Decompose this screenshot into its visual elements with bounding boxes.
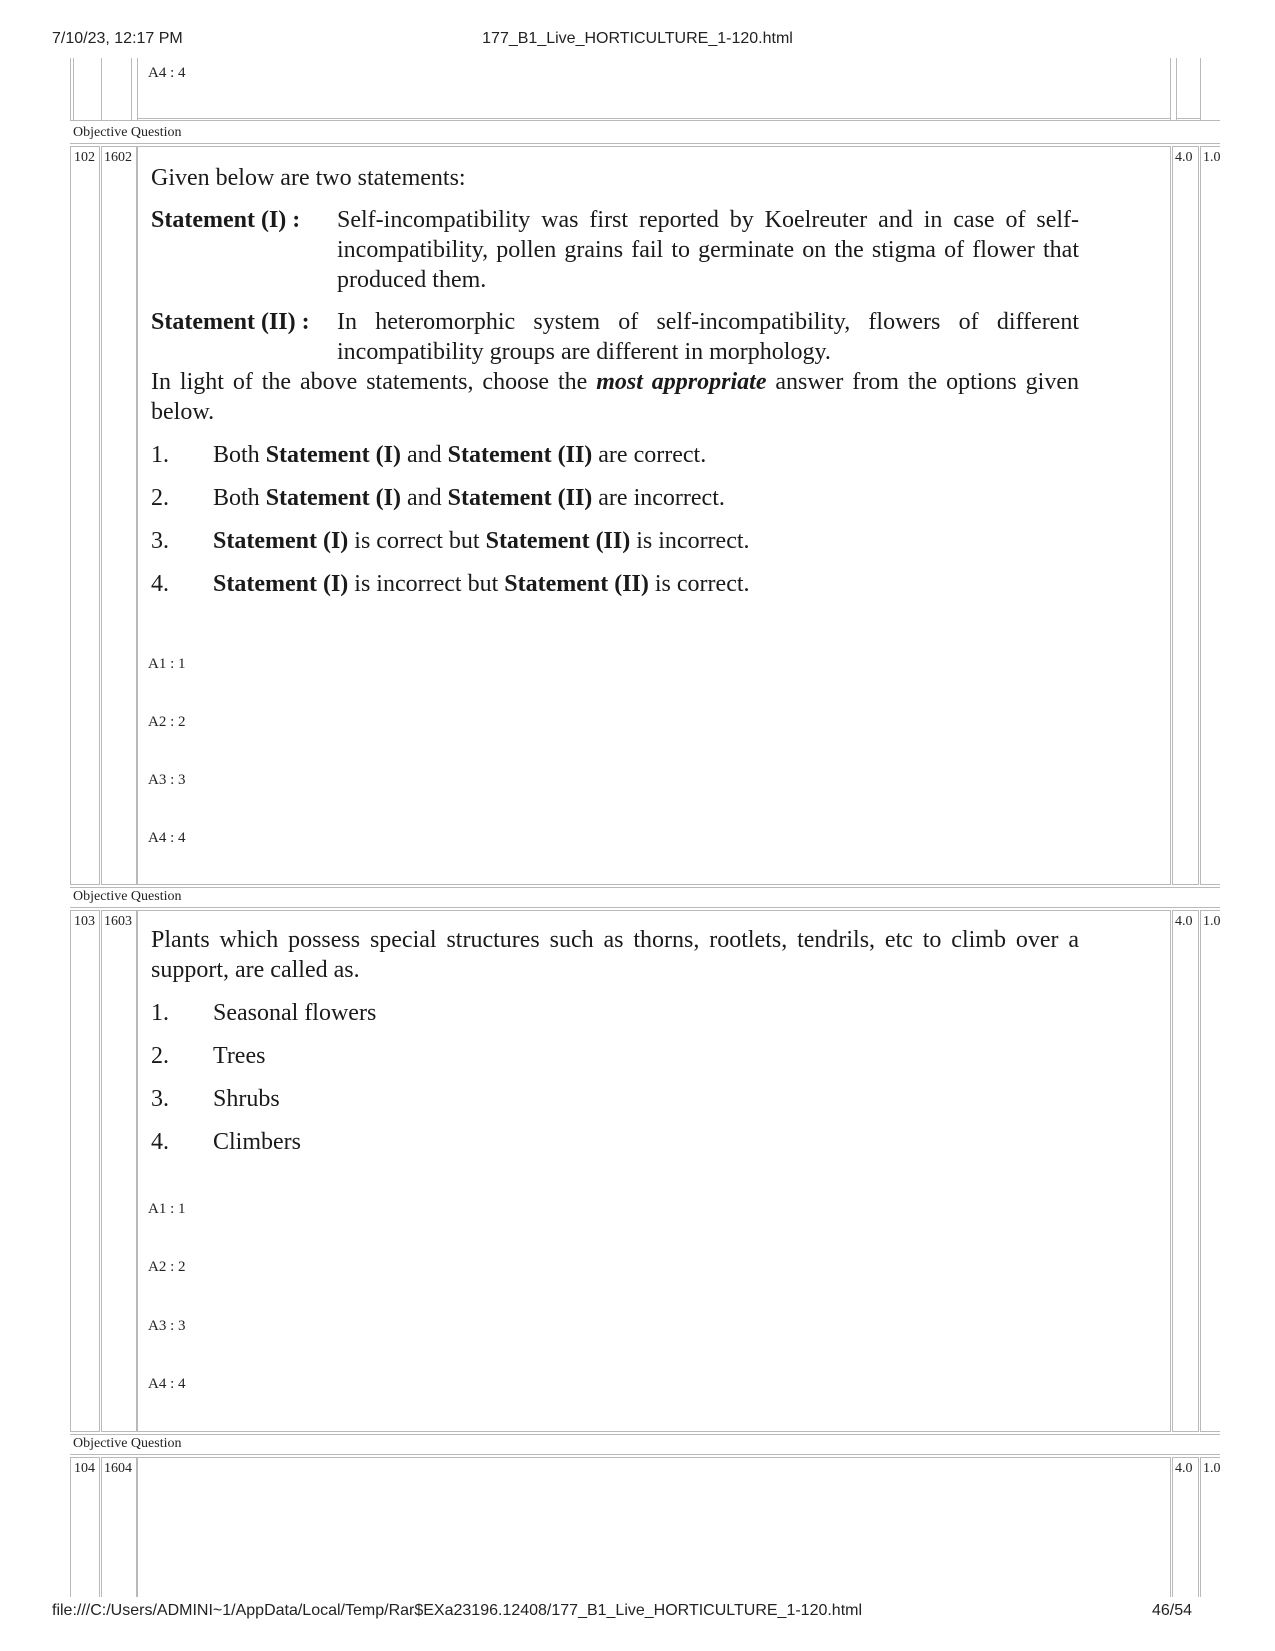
option-4: 4. Climbers bbox=[151, 1129, 301, 1155]
page-number: 46/54 bbox=[1151, 1602, 1192, 1619]
marks-cell bbox=[1172, 146, 1199, 885]
answer-option: A1 : 1 bbox=[148, 656, 186, 672]
option-2: 2. Trees bbox=[151, 1043, 266, 1069]
sr-cell bbox=[70, 1457, 100, 1597]
option-3: 3. Statement (I) is correct but Statement (II) is incorrect. bbox=[151, 528, 750, 554]
sr-cell bbox=[70, 146, 100, 885]
print-file-path: file:///C:/Users/ADMINI~1/AppData/Local/Temp/Rar$EXa23196.12408/177_B1_Live_HORTICULTURE_1-120.html bbox=[52, 1602, 863, 1619]
negative-marks: 1.0 bbox=[1203, 150, 1220, 165]
question-type-label: Objective Question bbox=[73, 1436, 182, 1451]
marks: 4.0 bbox=[1175, 150, 1193, 165]
question-stem: Plants which possess special structures such as thorns, rootlets, tendrils, etc to climb over a support, are called as. bbox=[151, 927, 1079, 983]
sr-cell bbox=[70, 910, 100, 1432]
qid-cell bbox=[101, 1457, 137, 1597]
question-id: 1603 bbox=[104, 914, 132, 929]
question-prompt: In light of the above statements, choose the most appropriate answer from the options given below. bbox=[151, 369, 1080, 425]
answer-option: A3 : 3 bbox=[148, 772, 186, 788]
question-text bbox=[151, 925, 1079, 1157]
serial-number: 102 bbox=[74, 150, 95, 165]
option-1: 1. Seasonal flowers bbox=[151, 1000, 377, 1026]
qid-cell bbox=[101, 146, 137, 885]
answer-option: A3 : 3 bbox=[148, 1318, 186, 1334]
statement-key: Statement (I) : bbox=[151, 207, 301, 233]
statement-key: Statement (II) : bbox=[151, 309, 310, 335]
question-type-label: Objective Question bbox=[73, 125, 182, 140]
option-4: 4. Statement (I) is incorrect but Statement (II) is correct. bbox=[151, 571, 750, 597]
question-type-label: Objective Question bbox=[73, 889, 182, 904]
serial-number: 104 bbox=[74, 1461, 95, 1476]
statement-text: Self-incompatibility was first reported by Koelreuter and in case of self- incompatibility, pollen grains fail to germinate on the stigma of flower that produced them. bbox=[337, 207, 1079, 293]
statement-1 bbox=[151, 205, 1079, 295]
serial-number: 103 bbox=[74, 914, 95, 929]
statement-2 bbox=[151, 307, 1079, 367]
answer-option: A2 : 2 bbox=[148, 714, 186, 730]
option-2: 2. Both Statement (I) and Statement (II) are incorrect. bbox=[151, 485, 725, 511]
option-1: 1. Both Statement (I) and Statement (II) are correct. bbox=[151, 442, 707, 468]
question-cell bbox=[137, 1457, 1171, 1597]
neg-marks-cell bbox=[1200, 146, 1220, 885]
print-title: 177_B1_Live_HORTICULTURE_1-120.html bbox=[482, 30, 793, 47]
answer-option: A1 : 1 bbox=[148, 1201, 186, 1217]
answer-option: A4 : 4 bbox=[148, 65, 186, 81]
marks: 4.0 bbox=[1175, 914, 1193, 929]
question-intro: Given below are two statements: bbox=[151, 165, 466, 191]
marks-cell bbox=[1172, 910, 1199, 1432]
statement-text: In heteromorphic system of self-incompatibility, flowers of different incompatibility groups are different in morphology. bbox=[337, 309, 1079, 365]
answer-option: A4 : 4 bbox=[148, 1376, 186, 1392]
neg-marks-cell bbox=[1200, 1457, 1220, 1597]
print-datetime: 7/10/23, 12:17 PM bbox=[52, 30, 183, 47]
qid-cell bbox=[101, 910, 137, 1432]
question-id: 1602 bbox=[104, 150, 132, 165]
negative-marks: 1.0 bbox=[1203, 914, 1220, 929]
answer-option: A4 : 4 bbox=[148, 830, 186, 846]
question-text bbox=[151, 163, 1079, 599]
marks-cell bbox=[1172, 1457, 1199, 1597]
answer-option: A2 : 2 bbox=[148, 1259, 186, 1275]
negative-marks: 1.0 bbox=[1203, 1461, 1220, 1476]
option-3: 3. Shrubs bbox=[151, 1086, 280, 1112]
neg-marks-cell bbox=[1200, 910, 1220, 1432]
question-id: 1604 bbox=[104, 1461, 132, 1476]
marks: 4.0 bbox=[1175, 1461, 1193, 1476]
